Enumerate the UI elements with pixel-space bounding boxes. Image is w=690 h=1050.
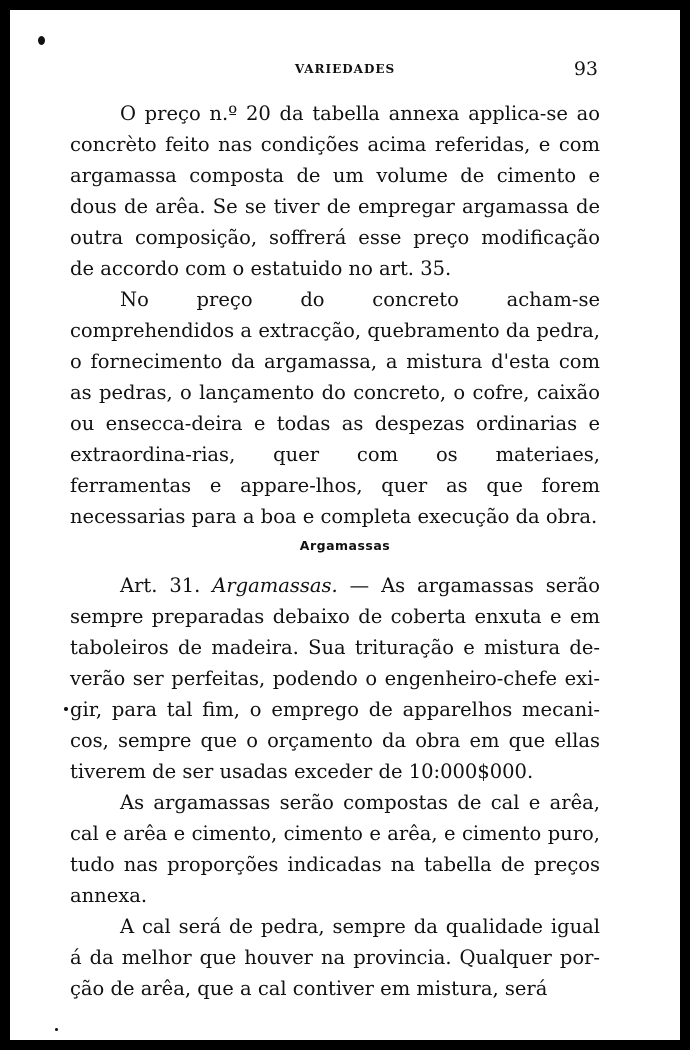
- ink-speck: [55, 1028, 58, 1031]
- paragraph: O preço n.º 20 da tabella annexa applica-se ao concrèto feito nas condições acima referidas, e com argamassa composta de um volume de cimento e dous de arêa. Se se tiver de empregar argamassa de outra composição, soffrerá esse preço modificação de accordo com o estatuido no art. 35.: [70, 102, 600, 280]
- article-text: As argamassas serão sempre preparadas debaixo de coberta enxuta e em taboleiros de madeira. Sua trituração e mistura de-verão ser perfeitas, podendo o engenheiro-chefe exi-gir, para tal fim, o emprego de apparelhos mecani-cos, sempre que o orçamento da obra em que ellas tiverem de ser usadas exceder de 10:000$000.: [70, 574, 601, 783]
- paragraph: A cal será de pedra, sempre da qualidade igual á da melhor que houver na provincia. Qualquer por-ção de arêa, que a cal contiver em mistura, será: [70, 915, 600, 1000]
- upper-text-block: [70, 98, 600, 532]
- book-page: [10, 10, 680, 1040]
- article-paragraph: [70, 570, 600, 787]
- article-dash: —: [337, 574, 382, 597]
- article-title: Argamassas.: [212, 574, 338, 597]
- article-number: Art. 31.: [120, 574, 201, 597]
- ink-speck: [64, 707, 68, 711]
- page-number: 93: [573, 58, 598, 80]
- page-header: [10, 58, 680, 88]
- ink-speck: [38, 36, 45, 45]
- section-heading: Argamassas: [299, 538, 391, 553]
- paragraph: No preço do concreto acham-se comprehendidos a extracção, quebramento da pedra, o fornecimento da argamassa, a mistura d'esta com as pedras, o lançamento do concreto, o cofre, caixão ou ensecca-deira e todas as despezas ordinarias e extraordina-rias, quer com os materiaes, ferramentas e appare-lhos, quer as que forem necessarias para a boa e completa execução da obra.: [70, 288, 600, 528]
- paragraph: As argamassas serão compostas de cal e arêa, cal e arêa e cimento, cimento e arêa, e cimento puro, tudo nas proporções indicadas na tabella de preços annexa.: [70, 791, 600, 907]
- lower-text-block: [70, 570, 600, 1004]
- running-head: VARIEDADES: [294, 62, 396, 76]
